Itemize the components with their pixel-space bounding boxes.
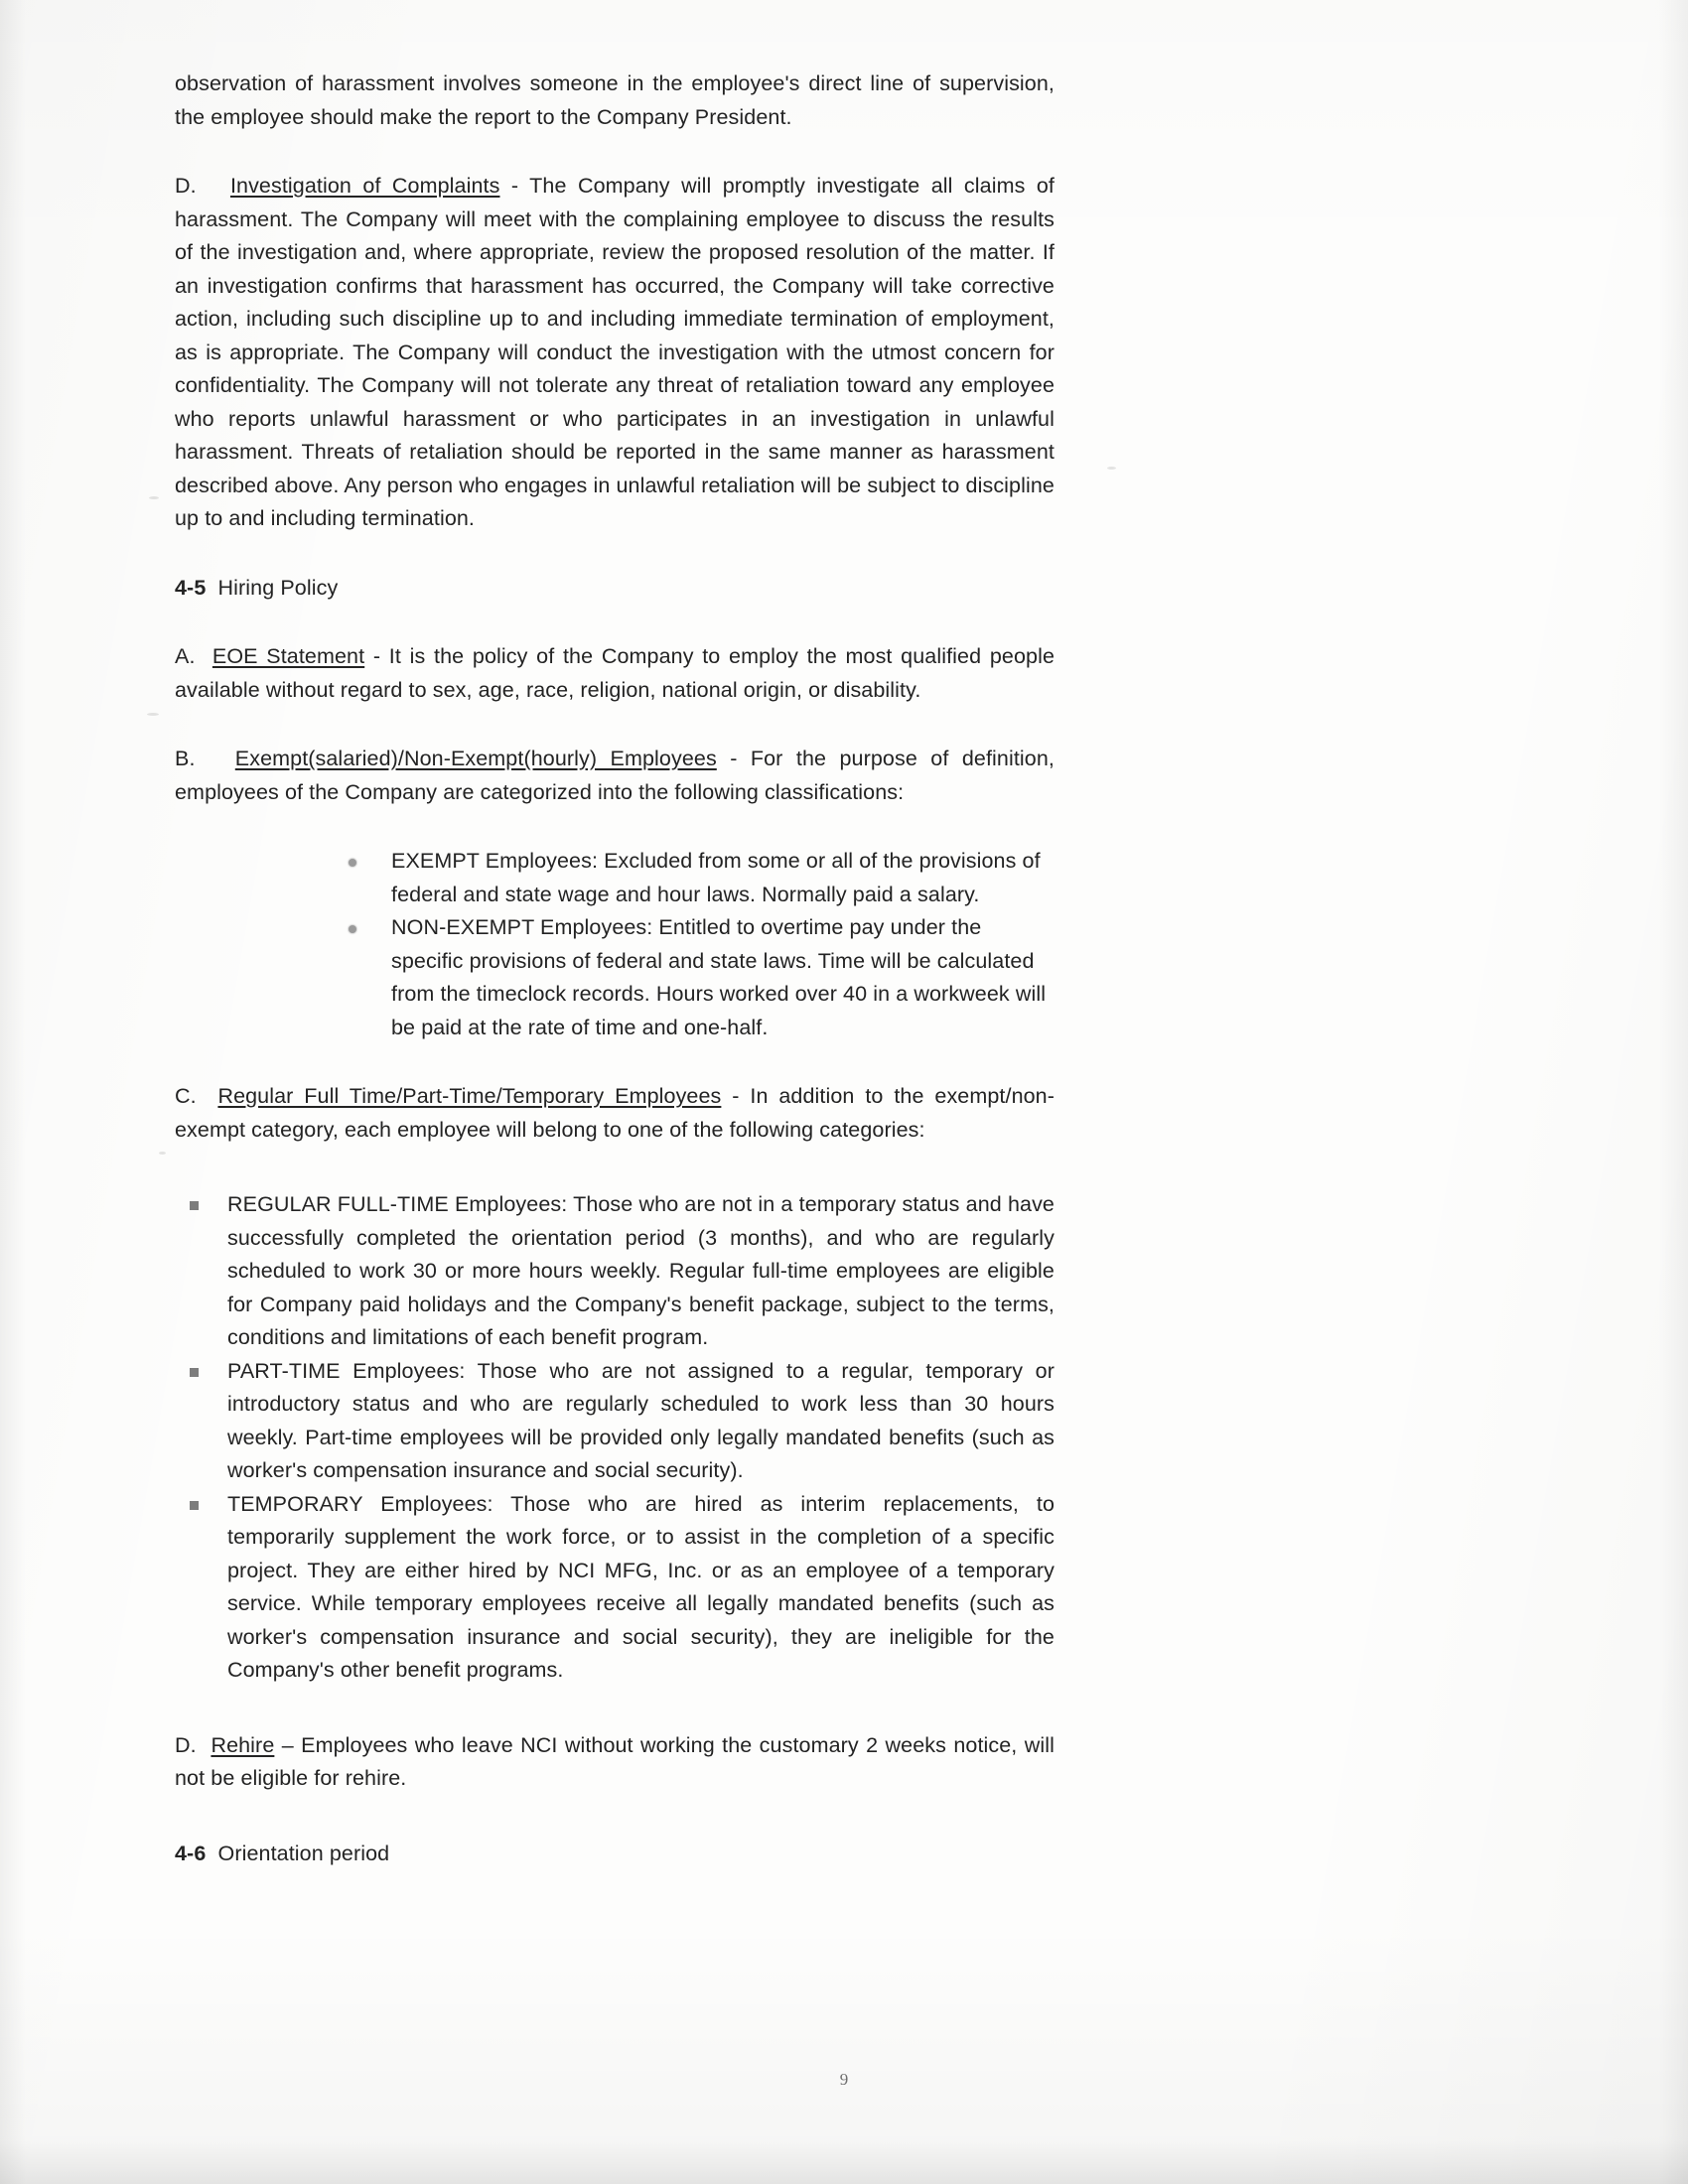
spacer [175, 707, 1055, 743]
bullet-square-icon [190, 1201, 199, 1210]
employee-category-list [175, 1188, 1055, 1688]
scan-edge-right [1658, 0, 1688, 2184]
bullet-round-icon [349, 859, 356, 867]
section-c-categories-text: - In addition to the exempt/non-exempt category, each employee will belong to one of the following categories: [175, 1084, 1055, 1142]
list-item-text: REGULAR FULL-TIME Employees: Those who are not in a temporary status and have successfully completed the orientation period (3 months), and who are regularly scheduled to work 30 or more hours weekly. Regular full-time employees are eligible for Company paid holidays and the Company's benefit package, subject to the terms, conditions and limitations of each benefit program. [227, 1192, 1055, 1349]
section-4-5-title: Hiring Policy [217, 575, 339, 600]
list-item [319, 845, 1055, 911]
section-a-eoe-text: - It is the policy of the Company to employ the most qualified people available without regard to sex, age, race, religion, national origin, or disability. [175, 644, 1055, 702]
spacer [175, 1796, 1055, 1838]
section-d-rehire-text: – Employees who leave NCI without working the customary 2 weeks notice, will not be eligible for rehire. [175, 1732, 1055, 1790]
section-c-categories-heading: Regular Full Time/Part-Time/Temporary Employees [217, 1084, 722, 1108]
page-number: 9 [839, 2070, 849, 2089]
list-item-text: NON-EXEMPT Employees: Entitled to overtime pay under the specific provisions of federal and state laws. Time will be calculated from the timeclock records. Hours worked over 40 in a workweek will be paid at the rate of time and one-half. [391, 915, 1047, 1039]
exempt-classification-list [175, 845, 1055, 1044]
scan-edge-left [0, 0, 26, 2184]
list-item [319, 911, 1055, 1044]
list-item-text: PART-TIME Employees: Those who are not assigned to a regular, temporary or introductory status and who are regularly scheduled to work less than 30 hours weekly. Part-time employees will be provided only legally mandated benefits (such as worker's compensation insurance and social security). [227, 1358, 1055, 1482]
section-a-eoe-paragraph [175, 640, 1055, 707]
section-b-exempt-heading: Exempt(salaried)/Non-Exempt(hourly) Employees [234, 747, 717, 770]
spacer [175, 1147, 1055, 1188]
spacer [175, 134, 1055, 170]
section-b-exempt-text: - For the purpose of definition, employees of the Company are categorized into the following classifications: [175, 747, 1055, 804]
continuation-paragraph: observation of harassment involves someone in the employee's direct line of supervision, the employee should make the report to the Company President. [175, 71, 1055, 129]
bullet-square-icon [190, 1501, 199, 1510]
section-d-investigation-letter: D. [175, 174, 197, 198]
section-a-eoe-letter: A. [175, 644, 196, 668]
scan-speck [147, 713, 159, 716]
list-item [180, 1355, 1055, 1488]
scan-speck [159, 1152, 166, 1155]
document-body [175, 68, 1055, 1870]
bullet-round-icon [349, 925, 356, 933]
list-item-text: EXEMPT Employees: Excluded from some or all of the provisions of federal and state wage and hour laws. Normally paid a salary. [391, 849, 1041, 906]
section-d-rehire-letter: D. [175, 1732, 197, 1757]
section-d-investigation-text: - The Company will promptly investigate all claims of harassment. The Company will meet with the complaining employee to discuss the results of the investigation and, where appropriate, review the proposed resolution of the matter. If an investigation confirms that harassment has occurred, the Company will take corrective action, including such discipline up to and including immediate termination of employment, as is appropriate. The Company will conduct the investigation with the utmost concern for confidentiality. The Company will not tolerate any threat of retaliation toward any employee who reports unlawful harassment or who participates in an investigation in unlawful harassment. Threats of retaliation should be reported in the same manner as harassment described above. Any person who engages in unlawful retaliation will be subject to discipline up to and including termination. [175, 174, 1055, 530]
section-b-exempt-letter: B. [175, 747, 196, 770]
section-4-5-number: 4-5 [175, 575, 207, 600]
section-4-6-title: Orientation period [217, 1841, 390, 1865]
section-d-rehire-paragraph [175, 1729, 1055, 1796]
spacer [175, 809, 1055, 845]
section-d-rehire-heading: Rehire [211, 1732, 275, 1757]
spacer [175, 536, 1055, 572]
spacer [175, 1688, 1055, 1729]
scan-speck [149, 496, 159, 499]
spacer [175, 1044, 1055, 1080]
section-d-investigation-paragraph [175, 170, 1055, 536]
section-4-5-heading [175, 572, 1055, 606]
list-item-text: TEMPORARY Employees: Those who are hired as interim replacements, to temporarily supplement the work force, or to assist in the completion of a specific project. They are either hired by NCI MFG, Inc. or as an employee of a temporary service. While temporary employees receive all legally mandated benefits (such as worker's compensation insurance and social security), they are ineligible for the Company's other benefit programs. [227, 1491, 1055, 1682]
section-b-exempt-paragraph [175, 743, 1055, 809]
list-item [180, 1488, 1055, 1688]
bullet-square-icon [190, 1368, 199, 1377]
section-4-6-number: 4-6 [175, 1841, 207, 1865]
scan-edge-bottom [0, 2140, 1688, 2184]
list-item [180, 1188, 1055, 1355]
section-d-investigation-heading: Investigation of Complaints [229, 174, 500, 198]
scan-speck [1107, 467, 1116, 470]
spacer [175, 605, 1055, 640]
section-c-categories-paragraph [175, 1080, 1055, 1147]
section-4-6-heading [175, 1838, 1055, 1871]
section-c-categories-letter: C. [175, 1084, 197, 1108]
section-a-eoe-heading: EOE Statement [211, 644, 365, 668]
